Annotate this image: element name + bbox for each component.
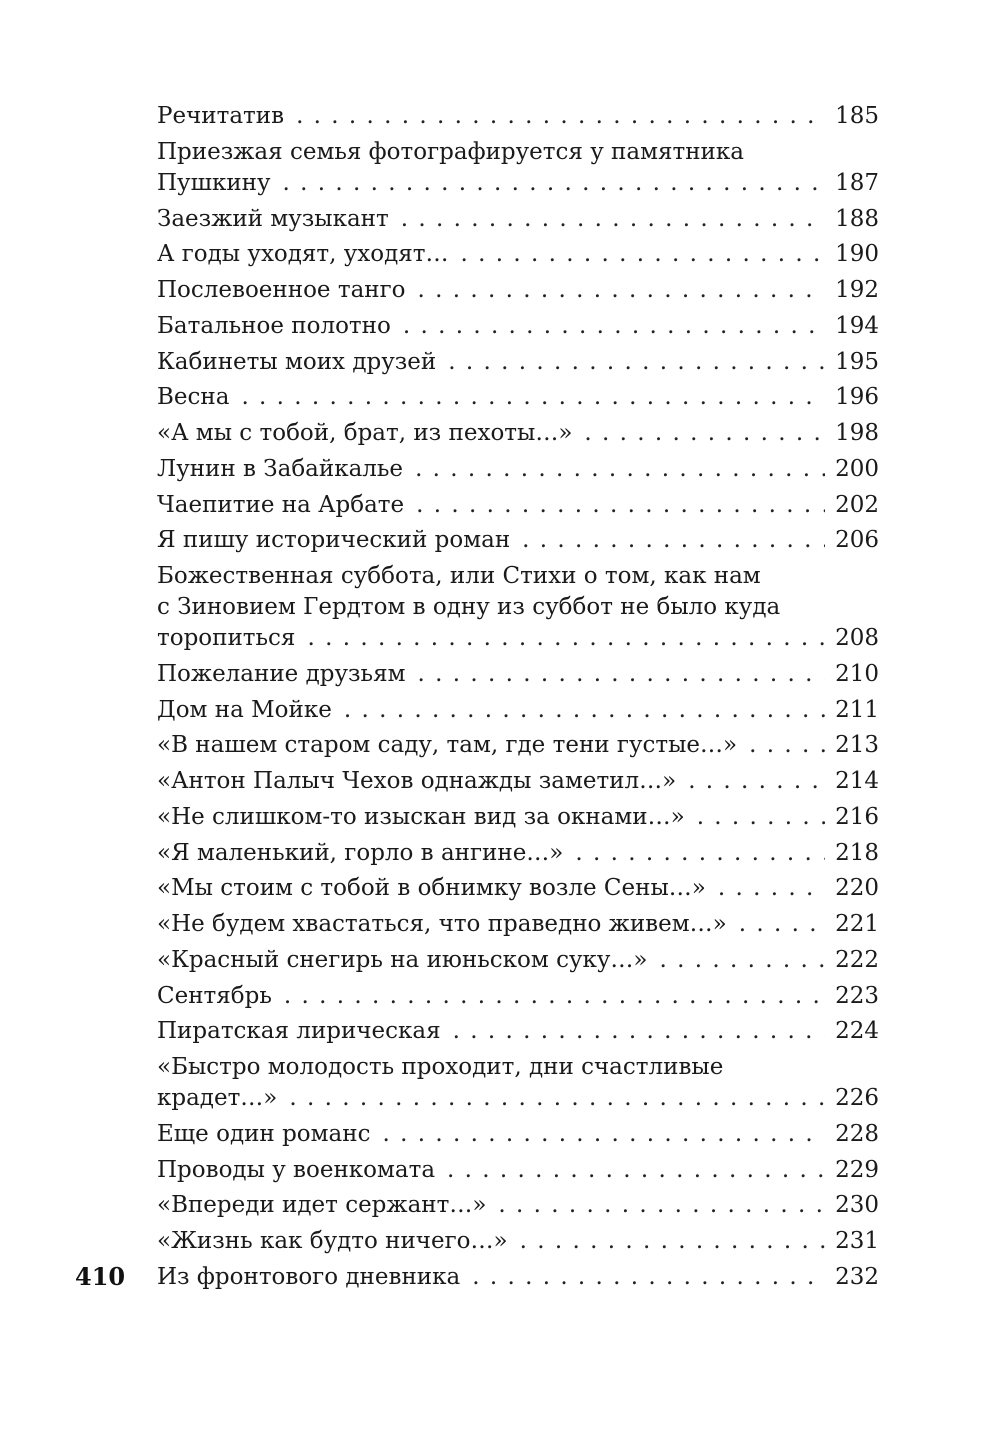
dot-leader [584, 418, 825, 449]
dot-leader [448, 347, 825, 378]
toc-entry-row [157, 490, 879, 521]
toc-entry-page: 222 [835, 946, 879, 973]
toc-entry-page: 194 [835, 312, 879, 339]
toc-entry [157, 1016, 879, 1047]
toc-entry-title: «Антон Палыч Чехов однажды заметил…» [157, 768, 677, 794]
toc-entry-title: «Не слишком-то изыскан вид за окнами…» [157, 803, 685, 830]
toc-entry-page: 211 [835, 696, 879, 723]
toc-entry [157, 1155, 879, 1186]
toc-entry-title: Из фронтового дневника [157, 1263, 461, 1290]
toc-entry-title: Батальное полотно [157, 312, 391, 339]
dot-leader [659, 945, 825, 976]
toc-entry-title-line: Приезжая семья фотографируется у памятника [157, 138, 744, 165]
toc-entry-title: «Красный снегирь на июньском суку…» [157, 946, 648, 973]
toc-entry-title: «Жизнь как будто ничего…» [157, 1228, 508, 1254]
toc-entry-page: 224 [835, 1018, 879, 1045]
toc-entry-row [157, 802, 879, 833]
toc-entry-page: 231 [835, 1228, 879, 1254]
dot-leader [307, 623, 825, 654]
toc-entry-title-line: «Быстро молодость проходит, дни счастливые [157, 1054, 724, 1080]
toc-entry [157, 1052, 879, 1114]
toc-entry-page: 220 [835, 875, 879, 902]
toc-entry-page: 214 [835, 768, 879, 794]
toc-entry [157, 1226, 879, 1257]
dot-leader [520, 1226, 826, 1257]
toc-entry [157, 382, 879, 413]
dot-leader [418, 275, 826, 306]
toc-entry-row [157, 945, 879, 976]
toc-entry-page: 187 [835, 169, 879, 196]
toc-entry-row [157, 873, 879, 904]
toc-entry-page: 192 [835, 277, 879, 303]
toc-entry-row [157, 1119, 879, 1150]
table-of-contents [157, 101, 879, 1298]
toc-entry-page: 216 [835, 803, 879, 830]
toc-entry-title: Сентябрь [157, 982, 272, 1009]
toc-entry-page: 230 [835, 1192, 879, 1219]
toc-entry-title: «Впереди идет сержант…» [157, 1192, 487, 1219]
toc-entry-title-line: Божественная суббота, или Стихи о том, как нам [157, 563, 761, 589]
toc-entry-title: «В нашем старом саду, там, где тени густые…» [157, 732, 738, 759]
toc-entry-row [157, 168, 879, 199]
toc-entry-row [157, 1226, 879, 1257]
toc-entry-row [157, 382, 879, 413]
dot-leader [575, 838, 825, 869]
toc-entry-title: Пожелание друзьям [157, 660, 406, 687]
toc-entry-row [157, 1155, 879, 1186]
toc-entry-title: «А мы с тобой, брат, из пехоты…» [157, 420, 573, 446]
toc-entry [157, 766, 879, 797]
dot-leader [296, 101, 825, 132]
toc-entry-title: «Я маленький, горло в ангине…» [157, 839, 564, 866]
toc-entry-title: Речитатив [157, 103, 285, 129]
toc-entry-row [157, 1016, 879, 1047]
toc-entry-title: крадет…» [157, 1085, 278, 1111]
dot-leader [416, 490, 825, 521]
dot-leader [417, 659, 825, 690]
toc-entry [157, 347, 879, 378]
dot-leader [344, 695, 825, 726]
toc-entry [157, 418, 879, 449]
toc-entry-title: Дом на Мойке [157, 696, 332, 723]
toc-entry-page: 229 [835, 1156, 879, 1183]
toc-entry-row [157, 1262, 879, 1293]
toc-entry [157, 802, 879, 833]
toc-entry-row [157, 695, 879, 726]
dot-leader [403, 311, 825, 342]
toc-entry [157, 454, 879, 485]
dot-leader [241, 382, 825, 413]
toc-entry-title-line: с Зиновием Гердтом в одну из суббот не было куда [157, 594, 781, 620]
toc-entry-page: 200 [835, 455, 879, 482]
toc-entry-page: 218 [835, 839, 879, 866]
toc-entry-row [157, 311, 879, 342]
toc-entry-title: Кабинеты моих друзей [157, 348, 437, 375]
toc-entry-row [157, 1190, 879, 1221]
dot-leader [447, 1155, 825, 1186]
dot-leader [382, 1119, 825, 1150]
toc-entry-page: 232 [835, 1263, 879, 1290]
toc-entry-title: Еще один романс [157, 1120, 371, 1147]
toc-entry [157, 730, 879, 761]
toc-entry-page: 206 [835, 527, 879, 554]
toc-entry-row [157, 101, 879, 132]
toc-entry-row [157, 347, 879, 378]
dot-leader [522, 525, 825, 556]
toc-entry-page: 228 [835, 1120, 879, 1147]
toc-entry [157, 204, 879, 235]
toc-entry-page: 188 [835, 205, 879, 232]
toc-entry-title: торопиться [157, 625, 296, 651]
dot-leader [453, 1016, 825, 1047]
toc-entry [157, 311, 879, 342]
dot-leader [749, 730, 825, 761]
toc-entry [157, 1119, 879, 1150]
toc-entry-row [157, 623, 879, 654]
toc-entry-title: «Не будем хвастаться, что праведно живем…» [157, 911, 727, 937]
dot-leader [697, 802, 825, 833]
toc-entry [157, 838, 879, 869]
toc-entry-title: Я пишу исторический роман [157, 527, 511, 554]
toc-entry-page: 221 [835, 911, 879, 937]
toc-entry-row [157, 981, 879, 1012]
toc-entry [157, 561, 879, 654]
dot-leader [718, 873, 825, 904]
dot-leader [284, 981, 825, 1012]
toc-entry-row [157, 204, 879, 235]
toc-entry-page: 226 [835, 1085, 879, 1111]
toc-entry-row [157, 454, 879, 485]
dot-leader [401, 204, 825, 235]
toc-entry [157, 945, 879, 976]
toc-entry-row [157, 275, 879, 306]
toc-entry [157, 659, 879, 690]
toc-entry-page: 198 [835, 420, 879, 446]
toc-entry-title: Пиратская лирическая [157, 1018, 441, 1045]
toc-entry-row [157, 730, 879, 761]
toc-entry-title: Послевоенное танго [157, 277, 406, 303]
toc-entry [157, 137, 879, 199]
dot-leader [289, 1083, 825, 1114]
toc-entry [157, 695, 879, 726]
toc-entry-page: 185 [835, 103, 879, 129]
toc-entry-title: Чаепитие на Арбате [157, 491, 405, 518]
toc-entry-title: Проводы у военкомата [157, 1156, 436, 1183]
toc-entry-row [157, 239, 879, 270]
toc-entry-page: 196 [835, 384, 879, 411]
dot-leader [688, 766, 825, 797]
toc-entry [157, 981, 879, 1012]
toc-entry-title: Пушкину [157, 169, 271, 196]
toc-entry [157, 525, 879, 556]
toc-entry-title: Весна [157, 384, 230, 411]
toc-entry [157, 490, 879, 521]
toc-entry-page: 190 [835, 241, 879, 268]
dot-leader [415, 454, 825, 485]
dot-leader [472, 1262, 825, 1293]
toc-entry-title: Лунин в Забайкалье [157, 455, 404, 482]
page-number: 410 [75, 1262, 126, 1291]
toc-entry-page: 210 [835, 660, 879, 687]
dot-leader [461, 239, 826, 270]
toc-entry-row [157, 1083, 879, 1114]
toc-entry [157, 239, 879, 270]
dot-leader [283, 168, 826, 199]
toc-entry-page: 202 [835, 491, 879, 518]
toc-entry [157, 1190, 879, 1221]
toc-entry-row [157, 766, 879, 797]
toc-entry-title: А годы уходят, уходят… [157, 241, 449, 268]
toc-entry-row [157, 838, 879, 869]
toc-entry-row [157, 525, 879, 556]
toc-entry-page: 195 [835, 348, 879, 375]
toc-entry-page: 213 [835, 732, 879, 759]
toc-entry [157, 101, 879, 132]
toc-entry-row [157, 418, 879, 449]
dot-leader [498, 1190, 825, 1221]
toc-entry-title: Заезжий музыкант [157, 205, 389, 232]
toc-entry-page: 223 [835, 982, 879, 1009]
toc-entry-title: «Мы стоим с тобой в обнимку возле Сены…» [157, 875, 706, 902]
toc-entry-row [157, 909, 879, 940]
toc-entry [157, 1262, 879, 1293]
toc-entry [157, 275, 879, 306]
dot-leader [739, 909, 825, 940]
toc-entry [157, 909, 879, 940]
toc-entry-row [157, 659, 879, 690]
toc-entry [157, 873, 879, 904]
toc-entry-page: 208 [835, 625, 879, 651]
